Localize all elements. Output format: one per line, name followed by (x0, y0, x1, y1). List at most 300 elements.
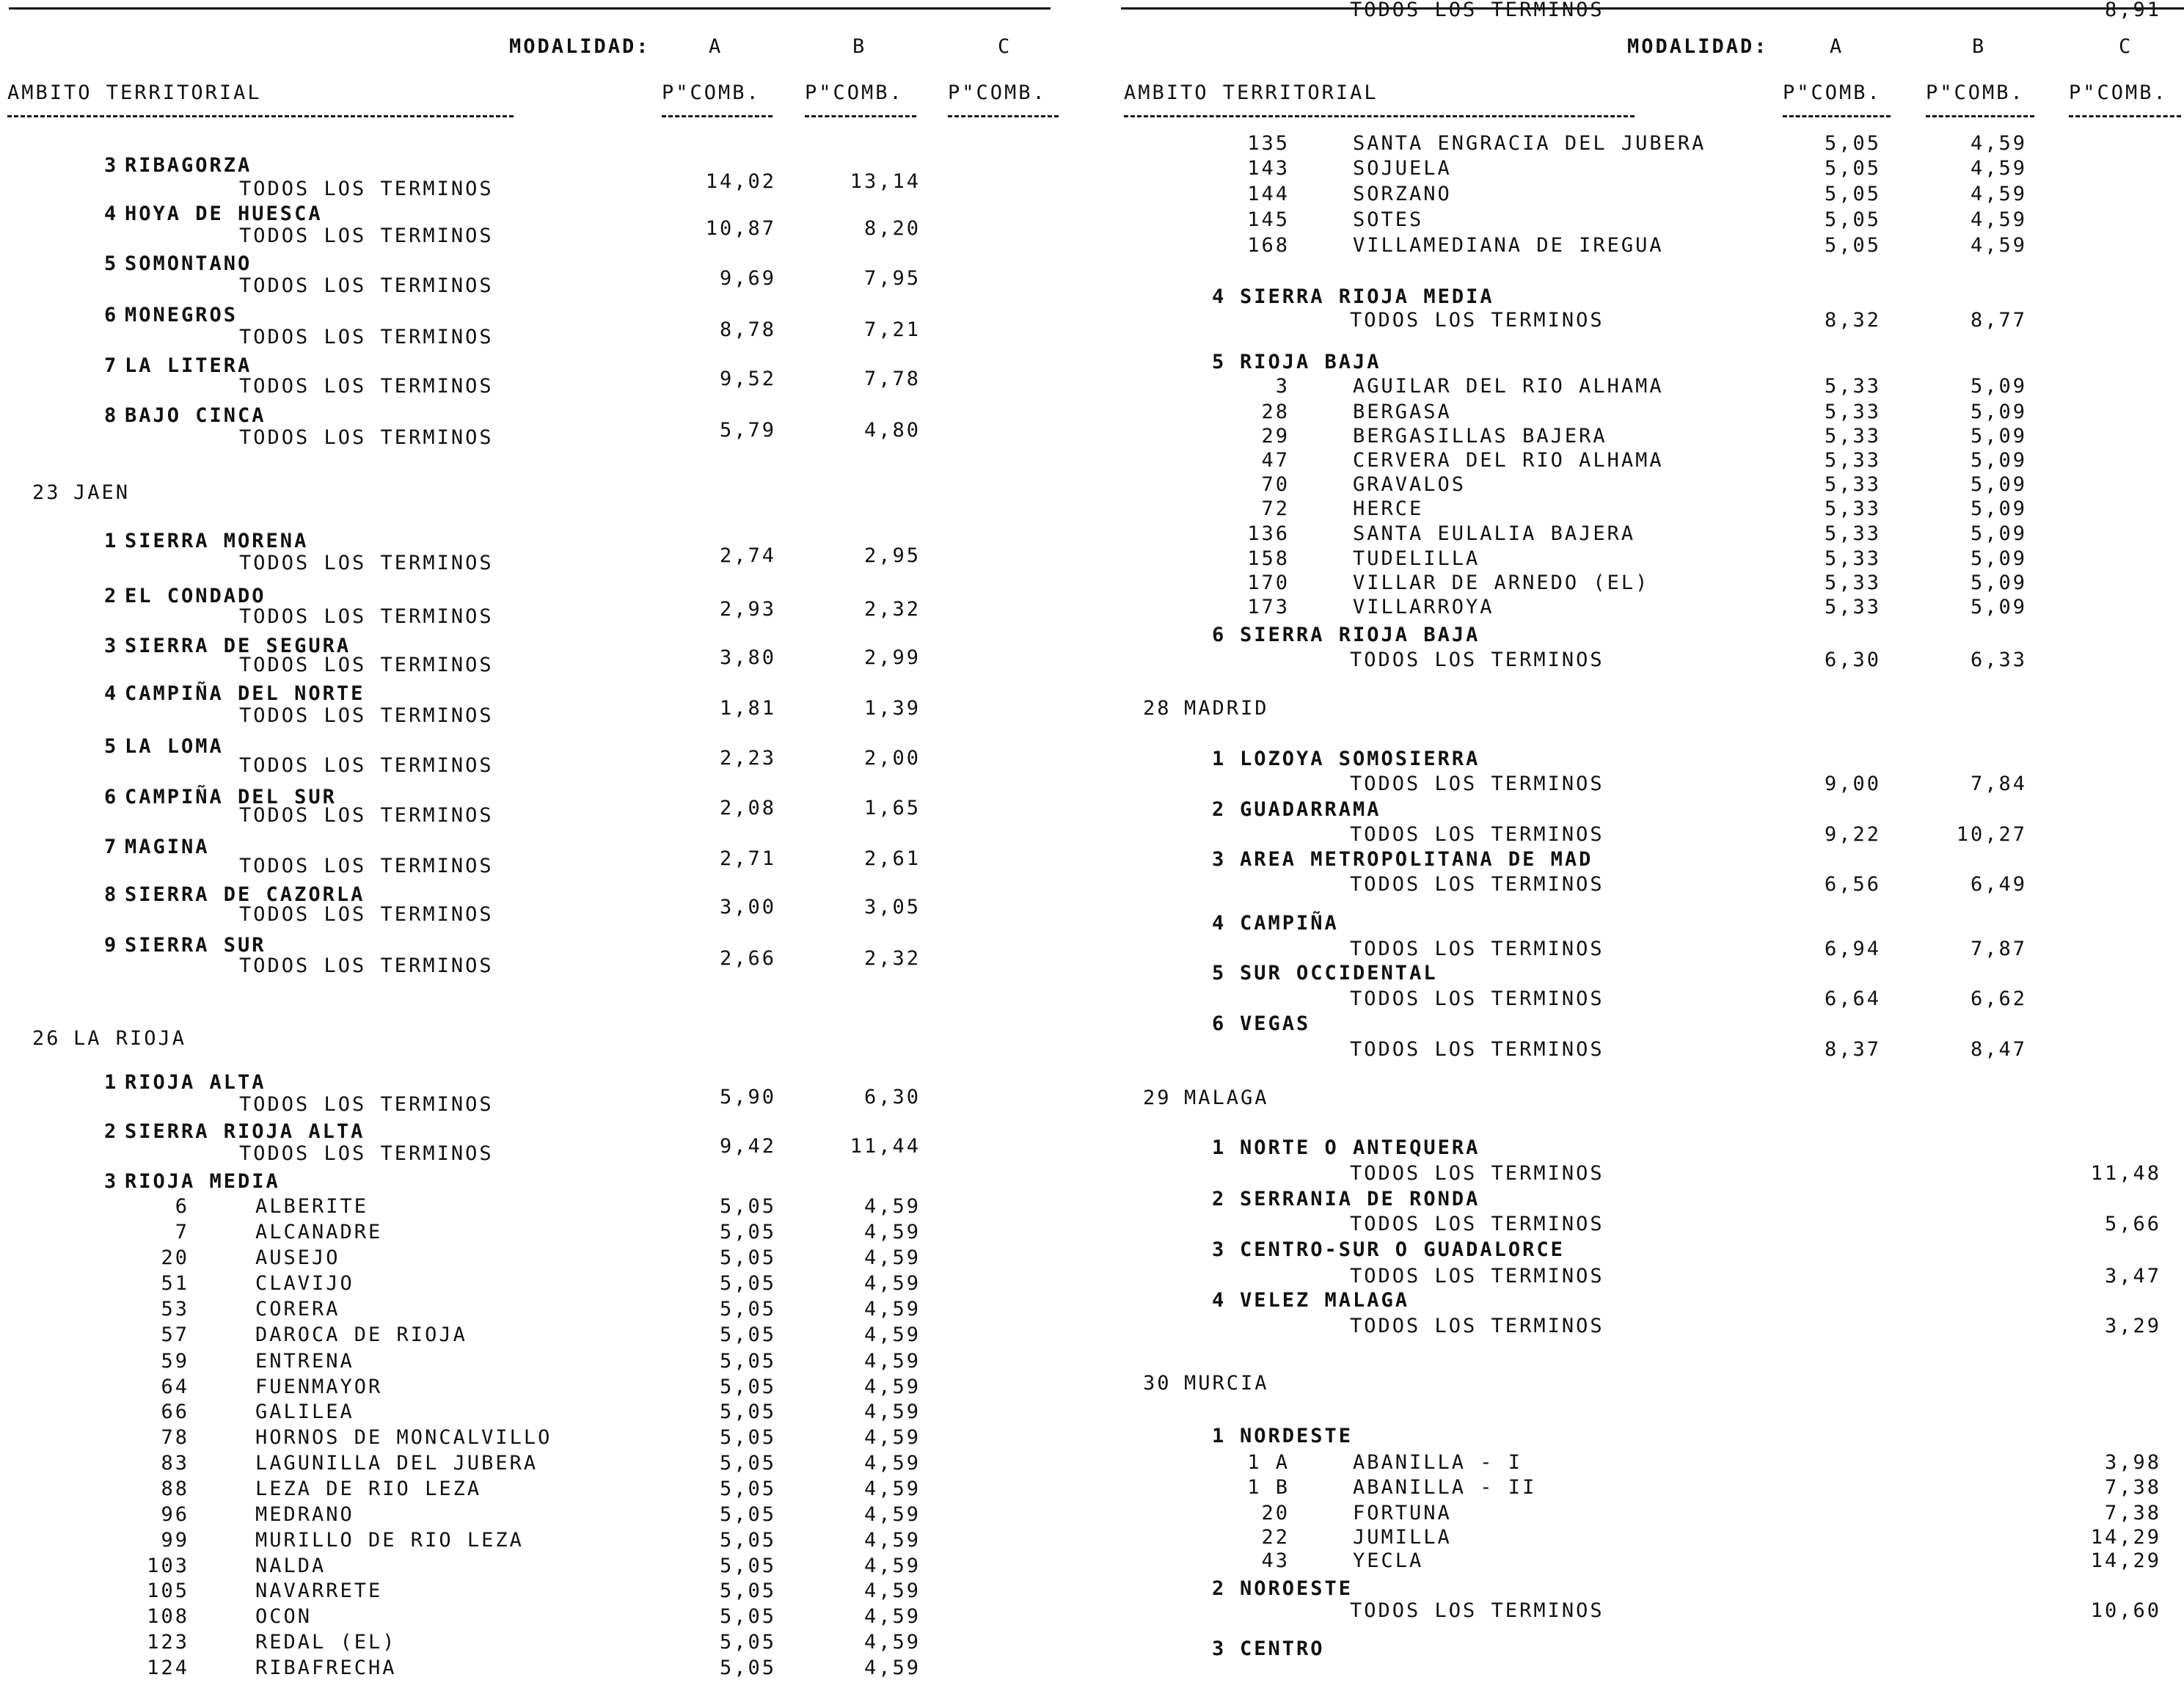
municipio-code: 123 (147, 1631, 189, 1654)
municipio-code: 29 (1261, 425, 1290, 448)
todos-los-terminos: TODOS LOS TERMINOS (239, 754, 494, 777)
comarca-name: VELEZ MALAGA (1240, 1289, 1410, 1312)
modalidad-label: MODALIDAD: (509, 35, 651, 58)
comarca-code: 6 (104, 304, 119, 326)
value-b: 5,09 (1970, 571, 2027, 594)
municipio-code: 99 (161, 1529, 189, 1552)
value-b: 4,59 (863, 1579, 921, 1602)
column-header: P"COMB. (662, 81, 761, 104)
municipio-code: 64 (161, 1376, 189, 1398)
todos-los-terminos: TODOS LOS TERMINOS (239, 903, 494, 926)
value-c: 3,47 (2104, 1265, 2161, 1288)
municipio-code: 170 (1247, 571, 1290, 594)
value-a: 5,05 (719, 1272, 776, 1295)
comarca-name: RIOJA BAJA (1240, 351, 1381, 373)
municipio-name: SANTA ENGRACIA DEL JUBERA (1353, 132, 1706, 155)
value-b: 7,84 (1970, 773, 2027, 795)
value-a: 3,00 (719, 896, 776, 918)
municipio-name: GRAVALOS (1353, 473, 1467, 496)
value-b: 5,09 (1970, 522, 2027, 545)
value-b: 2,95 (863, 544, 921, 567)
value-b: 1,65 (863, 797, 921, 819)
municipio-code: 3 (1275, 375, 1290, 398)
header-underline (805, 115, 916, 117)
value-a: 5,05 (1824, 157, 1881, 180)
municipio-code: 47 (1261, 449, 1290, 472)
value-a: 5,33 (1824, 401, 1881, 423)
municipio-code: 6 (175, 1195, 189, 1218)
value-b: 7,95 (863, 267, 921, 290)
value-a: 5,05 (719, 1555, 776, 1577)
todos-los-terminos: TODOS LOS TERMINOS (239, 178, 494, 200)
value-b: 2,00 (863, 747, 921, 770)
comarca-name: LOZOYA SOMOSIERRA (1240, 748, 1480, 770)
municipio-name: RIBAFRECHA (255, 1657, 397, 1679)
value-a: 8,78 (719, 318, 776, 341)
comarca-name: SIERRA RIOJA MEDIA (1240, 285, 1494, 308)
value-a: 2,23 (719, 747, 776, 770)
municipio-name: HERCE (1353, 497, 1424, 520)
todos-los-terminos: TODOS LOS TERMINOS (239, 704, 494, 727)
value-a: 5,05 (719, 1657, 776, 1679)
comarca-code: 4 (1212, 1289, 1227, 1312)
comarca-name: NORTE O ANTEQUERA (1240, 1136, 1480, 1159)
todos-los-terminos: TODOS LOS TERMINOS (239, 954, 494, 977)
municipio-code: 28 (1261, 401, 1290, 423)
comarca-name: BAJO CINCA (125, 404, 266, 427)
value-c: 10,60 (2090, 1599, 2161, 1622)
comarca-name: CENTRO-SUR O GUADALORCE (1240, 1238, 1565, 1261)
comarca-name: SIERRA RIOJA ALTA (125, 1120, 365, 1143)
municipio-name: ALCANADRE (255, 1221, 383, 1243)
todos-los-terminos: TODOS LOS TERMINOS (1350, 1599, 1604, 1622)
comarca-code: 1 (1212, 1425, 1227, 1447)
province-code: 26 (32, 1027, 61, 1050)
value-a: 9,69 (719, 267, 776, 290)
header-underline (1926, 115, 2034, 117)
municipio-code: 135 (1247, 132, 1290, 155)
comarca-code: 2 (104, 1120, 119, 1143)
comarca-name: AREA METROPOLITANA DE MAD (1240, 848, 1593, 871)
value-b: 4,59 (863, 1605, 921, 1628)
municipio-code: 145 (1247, 208, 1290, 231)
municipio-name: CORERA (255, 1298, 340, 1321)
value-a: 5,05 (719, 1478, 776, 1500)
comarca-code: 4 (1212, 912, 1227, 935)
comarca-code: 5 (104, 735, 119, 758)
comarca-name: RIOJA MEDIA (125, 1170, 280, 1193)
comarca-code: 4 (104, 682, 119, 705)
municipio-name: SOTES (1353, 208, 1424, 231)
municipio-code: 108 (147, 1605, 189, 1628)
value-a: 9,22 (1824, 823, 1881, 846)
right-column (1121, 0, 2184, 1702)
municipio-name: AGUILAR DEL RIO ALHAMA (1353, 375, 1664, 398)
municipio-code: 105 (147, 1579, 189, 1602)
value-b: 4,59 (863, 1376, 921, 1398)
municipio-name: FORTUNA (1353, 1502, 1452, 1524)
comarca-code: 6 (1212, 624, 1227, 646)
comarca-name: RIOJA ALTA (125, 1071, 266, 1094)
value-b: 4,59 (863, 1478, 921, 1500)
value-c: 7,38 (2104, 1476, 2161, 1499)
value-a: 5,90 (719, 1086, 776, 1109)
value-b: 4,59 (863, 1350, 921, 1373)
value-a: 1,81 (719, 697, 776, 720)
value-b: 6,30 (863, 1086, 921, 1109)
value-b: 2,32 (863, 598, 921, 621)
value-b: 5,09 (1970, 375, 2027, 398)
todos-los-terminos: TODOS LOS TERMINOS (239, 426, 494, 449)
municipio-name: ENTRENA (255, 1350, 354, 1373)
value-a: 9,00 (1824, 773, 1881, 795)
municipio-name: TUDELILLA (1353, 547, 1480, 570)
comarca-code: 3 (1212, 1637, 1227, 1660)
municipio-name: CLAVIJO (255, 1272, 354, 1295)
value-a: 10,87 (705, 217, 776, 240)
modalidad-label: MODALIDAD: (1627, 35, 1769, 58)
comarca-code: 3 (104, 635, 119, 657)
left-column (0, 0, 1064, 1702)
municipio-code: 173 (1247, 596, 1290, 618)
todos-los-terminos: TODOS LOS TERMINOS (239, 855, 494, 877)
province-code: 23 (32, 481, 61, 504)
value-a: 2,93 (719, 598, 776, 621)
municipio-name: AUSEJO (255, 1246, 340, 1269)
comarca-name: LA LOMA (125, 735, 224, 758)
value-b: 4,59 (863, 1400, 921, 1423)
value-a: 5,05 (1824, 183, 1881, 205)
todos-los-terminos: TODOS LOS TERMINOS (1350, 873, 1604, 896)
value-b: 5,09 (1970, 497, 2027, 520)
municipio-code: 72 (1261, 497, 1290, 520)
value-b: 5,09 (1970, 449, 2027, 472)
municipio-code: 57 (161, 1323, 189, 1346)
todos-los-terminos: TODOS LOS TERMINOS (239, 552, 494, 574)
comarca-code: 9 (104, 934, 119, 957)
value-a: 2,08 (719, 797, 776, 819)
value-a: 6,56 (1824, 873, 1881, 896)
value-b: 4,59 (1970, 132, 2027, 155)
value-a: 5,05 (1824, 208, 1881, 231)
column-letter: C (2119, 35, 2133, 58)
value-b: 4,59 (863, 1631, 921, 1654)
municipio-code: 158 (1247, 547, 1290, 570)
province-name: JAEN (73, 481, 131, 504)
province-name: MADRID (1184, 697, 1269, 720)
municipio-code: 1 B (1247, 1476, 1290, 1499)
value-b: 5,09 (1970, 425, 2027, 448)
value-b: 4,59 (863, 1657, 921, 1679)
value-a: 8,37 (1824, 1038, 1881, 1061)
comarca-name: CAMPIÑA DEL SUR (125, 786, 337, 808)
ambito-label: AMBITO TERRITORIAL (7, 81, 262, 104)
municipio-name: NALDA (255, 1555, 326, 1577)
value-b: 8,20 (863, 217, 921, 240)
municipio-name: LEZA DE RIO LEZA (255, 1478, 482, 1500)
comarca-code: 7 (104, 354, 119, 377)
header-underline (662, 115, 773, 117)
municipio-name: DAROCA DE RIOJA (255, 1323, 467, 1346)
todos-los-terminos: TODOS LOS TERMINOS (1350, 1162, 1604, 1185)
municipio-code: 88 (161, 1478, 189, 1500)
value-b: 4,59 (863, 1503, 921, 1526)
todos-los-terminos: TODOS LOS TERMINOS (1350, 1315, 1604, 1337)
comarca-code: 1 (1212, 748, 1227, 770)
value-a: 5,05 (719, 1579, 776, 1602)
todos-los-terminos: TODOS LOS TERMINOS (239, 1142, 494, 1165)
value-b: 6,33 (1970, 649, 2027, 671)
value-b: 2,99 (863, 646, 921, 669)
todos-los-terminos: TODOS LOS TERMINOS (1350, 649, 1604, 671)
municipio-code: 53 (161, 1298, 189, 1321)
comarca-name: SIERRA DE SEGURA (125, 635, 351, 657)
todos-los-terminos: TODOS LOS TERMINOS (239, 804, 494, 827)
header-underline (1783, 115, 1891, 117)
value-b: 4,59 (1970, 183, 2027, 205)
municipio-code: 136 (1247, 522, 1290, 545)
value-a: 9,52 (719, 368, 776, 390)
value-c: 7,38 (2104, 1502, 2161, 1524)
municipio-name: OCON (255, 1605, 313, 1628)
province-name: LA RIOJA (73, 1027, 187, 1050)
comarca-code: 1 (104, 1071, 119, 1094)
column-header: P"COMB. (805, 81, 904, 104)
province-code: 29 (1143, 1086, 1172, 1109)
comarca-name: CENTRO (1240, 1637, 1325, 1660)
municipio-name: BERGASILLAS BAJERA (1353, 425, 1607, 448)
value-a: 5,33 (1824, 473, 1881, 496)
comarca-name: SOMONTANO (125, 252, 252, 275)
comarca-name: NORDESTE (1240, 1425, 1354, 1447)
value-b: 5,09 (1970, 547, 2027, 570)
value-a: 5,33 (1824, 522, 1881, 545)
value-b: 1,39 (863, 697, 921, 720)
value-b: 3,05 (863, 896, 921, 918)
column-letter: A (709, 35, 723, 58)
value-a: 5,05 (719, 1221, 776, 1243)
value-b: 11,44 (850, 1135, 921, 1158)
column-header: P"COMB. (1783, 81, 1882, 104)
todos-los-terminos: TODOS LOS TERMINOS (239, 375, 494, 398)
column-header: P"COMB. (948, 81, 1047, 104)
value-a: 5,05 (719, 1323, 776, 1346)
municipio-name: SORZANO (1353, 183, 1452, 205)
value-b: 4,59 (1970, 234, 2027, 257)
column-letter: A (1830, 35, 1844, 58)
todos-los-terminos: TODOS LOS TERMINOS (1350, 1038, 1604, 1061)
value-c: 3,29 (2104, 1315, 2161, 1337)
comarca-name: RIBAGORZA (125, 154, 252, 177)
municipio-name: ABANILLA - I (1353, 1451, 1523, 1474)
municipio-code: 78 (161, 1426, 189, 1449)
municipio-name: CERVERA DEL RIO ALHAMA (1353, 449, 1664, 472)
value-a: 9,42 (719, 1135, 776, 1158)
municipio-name: MURILLO DE RIO LEZA (255, 1529, 524, 1552)
value-c: 5,66 (2104, 1213, 2161, 1235)
comarca-code: 1 (1212, 1136, 1227, 1159)
value-a: 5,33 (1824, 449, 1881, 472)
municipio-name: ALBERITE (255, 1195, 369, 1218)
value-b: 5,09 (1970, 473, 2027, 496)
comarca-code: 2 (1212, 1188, 1227, 1210)
value-a: 5,05 (719, 1529, 776, 1552)
municipio-code: 1 A (1247, 1451, 1290, 1474)
todos-los-terminos: TODOS LOS TERMINOS (1350, 0, 1604, 21)
value-b: 4,59 (863, 1529, 921, 1552)
value-a: 2,74 (719, 544, 776, 567)
municipio-name: YECLA (1353, 1549, 1424, 1572)
ambito-label: AMBITO TERRITORIAL (1124, 81, 1378, 104)
municipio-code: 51 (161, 1272, 189, 1295)
value-b: 4,59 (1970, 157, 2027, 180)
value-a: 3,80 (719, 646, 776, 669)
value-a: 5,33 (1824, 375, 1881, 398)
municipio-name: VILLAR DE ARNEDO (EL) (1353, 571, 1650, 594)
municipio-name: VILLAMEDIANA DE IREGUA (1353, 234, 1664, 257)
todos-los-terminos: TODOS LOS TERMINOS (239, 654, 494, 676)
municipio-name: JUMILLA (1353, 1526, 1452, 1549)
value-a: 2,71 (719, 847, 776, 870)
comarca-name: GUADARRAMA (1240, 798, 1381, 821)
value-b: 7,87 (1970, 938, 2027, 960)
municipio-code: 83 (161, 1452, 189, 1475)
comarca-name: SERRANIA DE RONDA (1240, 1188, 1480, 1210)
todos-los-terminos: TODOS LOS TERMINOS (1350, 1213, 1604, 1235)
municipio-code: 144 (1247, 183, 1290, 205)
comarca-code: 5 (104, 252, 119, 275)
municipio-code: 59 (161, 1350, 189, 1373)
municipio-code: 20 (1261, 1502, 1290, 1524)
value-a: 5,05 (719, 1298, 776, 1321)
value-a: 14,02 (705, 170, 776, 193)
column-letter: B (1972, 35, 1987, 58)
municipio-name: ABANILLA - II (1353, 1476, 1537, 1499)
value-a: 5,05 (719, 1503, 776, 1526)
value-b: 5,09 (1970, 596, 2027, 618)
comarca-name: SIERRA RIOJA BAJA (1240, 624, 1480, 646)
value-b: 4,59 (1970, 208, 2027, 231)
province-name: MALAGA (1184, 1086, 1269, 1109)
value-c: 14,29 (2090, 1526, 2161, 1549)
province-code: 28 (1143, 697, 1172, 720)
todos-los-terminos: TODOS LOS TERMINOS (1350, 938, 1604, 960)
value-c: 8,91 (2104, 0, 2161, 21)
value-a: 5,05 (1824, 132, 1881, 155)
value-b: 4,59 (863, 1452, 921, 1475)
header-underline (7, 115, 514, 117)
municipio-code: 43 (1261, 1549, 1290, 1572)
municipio-code: 66 (161, 1400, 189, 1423)
todos-los-terminos: TODOS LOS TERMINOS (1350, 773, 1604, 795)
value-a: 5,05 (719, 1605, 776, 1628)
todos-los-terminos: TODOS LOS TERMINOS (239, 605, 494, 628)
value-b: 2,32 (863, 947, 921, 970)
value-b: 8,77 (1970, 309, 2027, 332)
todos-los-terminos: TODOS LOS TERMINOS (1350, 823, 1604, 846)
comarca-code: 4 (104, 202, 119, 225)
municipio-code: 20 (161, 1246, 189, 1269)
municipio-name: REDAL (EL) (255, 1631, 397, 1654)
comarca-code: 6 (1212, 1012, 1227, 1035)
value-a: 5,33 (1824, 547, 1881, 570)
comarca-code: 7 (104, 836, 119, 858)
municipio-code: 168 (1247, 234, 1290, 257)
todos-los-terminos: TODOS LOS TERMINOS (1350, 1265, 1604, 1288)
value-c: 3,98 (2104, 1451, 2161, 1474)
value-b: 13,14 (850, 170, 921, 193)
value-a: 5,05 (719, 1452, 776, 1475)
municipio-name: GALILEA (255, 1400, 354, 1423)
value-a: 2,66 (719, 947, 776, 970)
value-a: 5,05 (719, 1195, 776, 1218)
value-b: 4,59 (863, 1221, 921, 1243)
municipio-name: VILLARROYA (1353, 596, 1494, 618)
todos-los-terminos: TODOS LOS TERMINOS (239, 326, 494, 348)
comarca-name: HOYA DE HUESCA (125, 202, 323, 225)
value-a: 5,05 (719, 1350, 776, 1373)
value-a: 5,33 (1824, 596, 1881, 618)
value-a: 5,33 (1824, 425, 1881, 448)
comarca-name: LA LITERA (125, 354, 252, 377)
comarca-name: SUR OCCIDENTAL (1240, 962, 1438, 985)
province-name: MURCIA (1184, 1372, 1269, 1395)
value-a: 5,33 (1824, 571, 1881, 594)
value-a: 5,05 (719, 1426, 776, 1449)
value-a: 6,30 (1824, 649, 1881, 671)
municipio-code: 143 (1247, 157, 1290, 180)
value-a: 5,05 (719, 1376, 776, 1398)
value-b: 8,47 (1970, 1038, 2027, 1061)
value-a: 5,05 (1824, 234, 1881, 257)
comarca-code: 2 (104, 585, 119, 607)
comarca-name: NOROESTE (1240, 1577, 1354, 1600)
municipio-code: 124 (147, 1657, 189, 1679)
value-a: 8,32 (1824, 309, 1881, 332)
comarca-code: 2 (1212, 1577, 1227, 1600)
value-b: 4,59 (863, 1426, 921, 1449)
value-b: 7,21 (863, 318, 921, 341)
comarca-name: MAGINA (125, 836, 210, 858)
value-b: 4,80 (863, 419, 921, 442)
comarca-name: VEGAS (1240, 1012, 1311, 1035)
comarca-code: 3 (104, 154, 119, 177)
value-b: 4,59 (863, 1555, 921, 1577)
value-c: 14,29 (2090, 1549, 2161, 1572)
municipio-name: NAVARRETE (255, 1579, 383, 1602)
value-b: 7,78 (863, 368, 921, 390)
comarca-name: MONEGROS (125, 304, 238, 326)
comarca-code: 3 (1212, 1238, 1227, 1261)
column-letter: C (998, 35, 1012, 58)
comarca-code: 8 (104, 404, 119, 427)
value-b: 4,59 (863, 1195, 921, 1218)
value-a: 6,94 (1824, 938, 1881, 960)
comarca-code: 3 (1212, 848, 1227, 871)
municipio-code: 96 (161, 1503, 189, 1526)
comarca-name: EL CONDADO (125, 585, 266, 607)
comarca-code: 5 (1212, 962, 1227, 985)
value-a: 5,79 (719, 419, 776, 442)
comarca-code: 8 (104, 883, 119, 906)
comarca-code: 2 (1212, 798, 1227, 821)
column-header: P"COMB. (1926, 81, 2025, 104)
header-underline (948, 115, 1059, 117)
value-b: 6,49 (1970, 873, 2027, 896)
value-a: 5,33 (1824, 497, 1881, 520)
comarca-name: SIERRA MORENA (125, 530, 309, 552)
value-a: 5,05 (719, 1246, 776, 1269)
